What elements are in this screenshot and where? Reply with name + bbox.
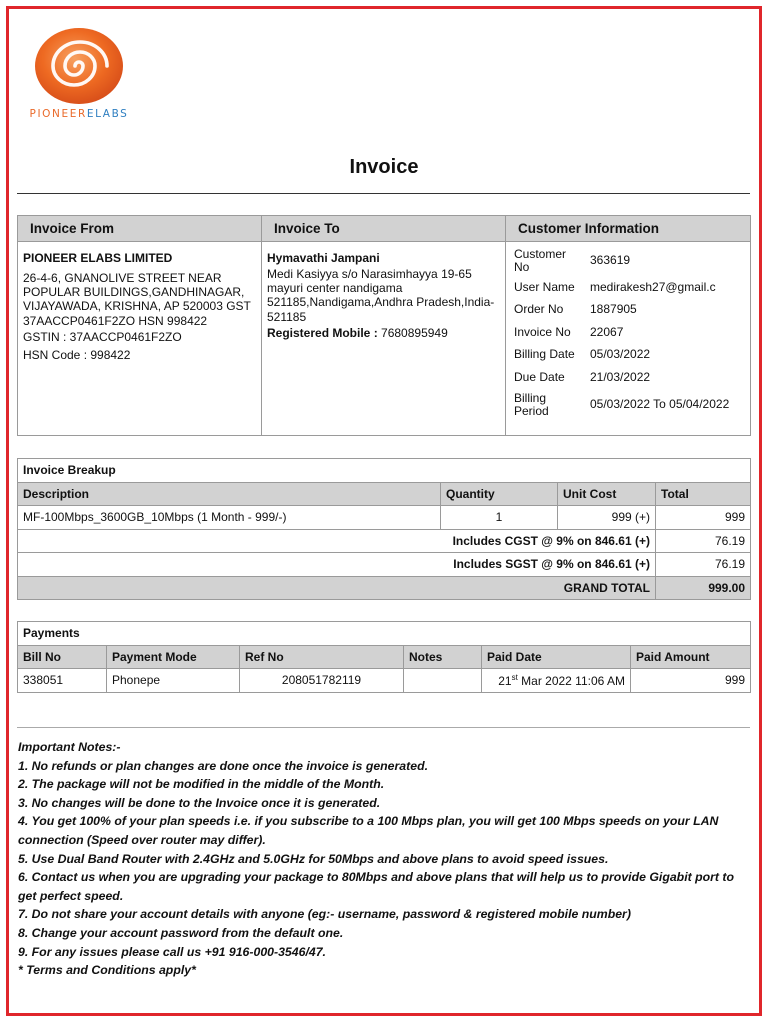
invoice-no-value: 22067 [590,324,624,339]
title-divider [17,193,750,194]
sgst-label: Includes SGST @ 9% on 846.61 (+) [18,553,656,577]
customer-info-cell [506,242,751,436]
to-mobile-label: Registered Mobile : [267,325,378,340]
customer-info-header: Customer Information [506,216,751,242]
payments-header-notes: Notes [404,645,482,669]
payment-mode: Phonepe [107,669,240,693]
payment-notes [404,669,482,693]
from-gstin: GSTIN : 37AACCP0461F2ZO [23,329,182,344]
payment-paid-date [482,669,631,693]
breakup-header-total: Total [656,482,751,506]
payments-header-mode: Payment Mode [107,645,240,669]
item-quantity: 1 [441,506,558,530]
note-item: 7. Do not share your account details with anyone (eg:- username, password & registered mobile number) [18,907,631,922]
order-no-label: Order No [514,302,564,317]
payments-header-paid-amount: Paid Amount [631,645,751,669]
from-address: 26-4-6, GNANOLIVE STREET NEAR POPULAR BUILDINGS,GANDHINAGAR, VIJAYAWADA, KRISHNA, AP 520003 GST 37AACCP0461F2ZO HSN 998422 [23,271,251,328]
payments-table [17,621,751,693]
note-item: 1. No refunds or plan changes are done once the invoice is generated. [18,758,429,773]
order-no-value: 1887905 [590,302,637,317]
due-date-value: 21/03/2022 [590,370,651,385]
user-name-value: medirakesh27@gmail.c [590,279,716,294]
customer-info-list [510,246,746,421]
paid-day-suffix: st [511,672,518,682]
billing-period-label: Billing Period [514,390,549,418]
breakup-section-title: Invoice Breakup [18,459,751,483]
table-row [18,669,751,693]
user-name-label: User Name [514,279,575,294]
breakup-header-description: Description [18,482,441,506]
logo-wordmark: PIONEERELABS [29,108,129,120]
payments-header-paid-date: Paid Date [482,645,631,669]
from-hsn: HSN Code : 998422 [23,347,131,362]
customer-no-value: 363619 [590,253,631,268]
invoice-breakup-table [17,458,751,600]
billing-date-label: Billing Date [514,347,575,362]
table-row [18,506,751,530]
item-description: MF-100Mbps_3600GB_10Mbps (1 Month - 999/-) [18,506,441,530]
cgst-row [18,529,751,553]
breakup-header-quantity: Quantity [441,482,558,506]
invoice-from-cell [18,242,262,436]
cgst-value: 76.19 [656,529,751,553]
item-unit-cost: 999 (+) [558,506,656,530]
payment-ref-no: 208051782119 [240,669,404,693]
important-notes [18,738,748,980]
grand-total-label: GRAND TOTAL [18,576,656,600]
grand-total-value: 999.00 [656,576,751,600]
spiral-logo-icon [30,22,128,110]
breakup-header-unit-cost: Unit Cost [558,482,656,506]
notes-divider [17,727,750,728]
sgst-value: 76.19 [656,553,751,577]
payments-section-title: Payments [18,622,751,646]
billing-period-value: 05/03/2022 To 05/04/2022 [590,397,730,412]
payment-amount: 999 [631,669,751,693]
item-total: 999 [656,506,751,530]
note-item: 3. No changes will be done to the Invoice once it is generated. [18,795,381,810]
invoice-to-cell [262,242,506,436]
cgst-label: Includes CGST @ 9% on 846.61 (+) [18,529,656,553]
note-item: 8. Change your account password from the default one. [18,925,344,940]
note-item: 2. The package will not be modified in the middle of the Month. [18,777,385,792]
invoice-to-header: Invoice To [262,216,506,242]
sgst-row [18,553,751,577]
invoice-from-header: Invoice From [18,216,262,242]
page-title: Invoice [349,156,419,178]
invoice-info-table [17,215,751,436]
grand-total-row [18,576,751,600]
paid-day: 21 [498,673,512,688]
note-item: 9. For any issues please call us +91 916-000-3546/47. [18,944,326,959]
payments-header-ref-no: Ref No [240,645,404,669]
company-logo [24,22,134,122]
note-item: 5. Use Dual Band Router with 2.4GHz and 5.0GHz for 50Mbps and above plans to avoid speed issues. [18,851,609,866]
note-item: 6. Contact us when you are upgrading your package to 80Mbps and above plans that will help us to provide Gigabit port to get perfect speed. [18,870,735,903]
customer-no-label: Customer No [514,246,567,274]
payments-header-bill-no: Bill No [18,645,107,669]
billing-date-value: 05/03/2022 [590,347,651,362]
terms-note: * Terms and Conditions apply* [18,963,196,978]
to-mobile-value: 7680895949 [381,325,448,340]
payment-bill-no: 338051 [18,669,107,693]
to-mobile [267,326,500,340]
due-date-label: Due Date [514,370,565,385]
to-address: Medi Kasiyya s/o Narasimhayya 19-65 mayuri center nandigama 521185,Nandigama,Andhra Pradesh,India-521185 [267,267,495,324]
note-item: 4. You get 100% of your plan speeds i.e. if you subscribe to a 100 Mbps plan, you will get 100 Mbps speeds on your LAN connection (Speed over router may differ). [18,814,719,847]
paid-date-rest: Mar 2022 11:06 AM [517,673,625,688]
notes-heading: Important Notes:- [18,740,121,754]
invoice-no-label: Invoice No [514,324,571,339]
from-company: PIONEER ELABS LIMITED [23,251,173,265]
to-name: Hymavathi Jampani [267,251,380,265]
